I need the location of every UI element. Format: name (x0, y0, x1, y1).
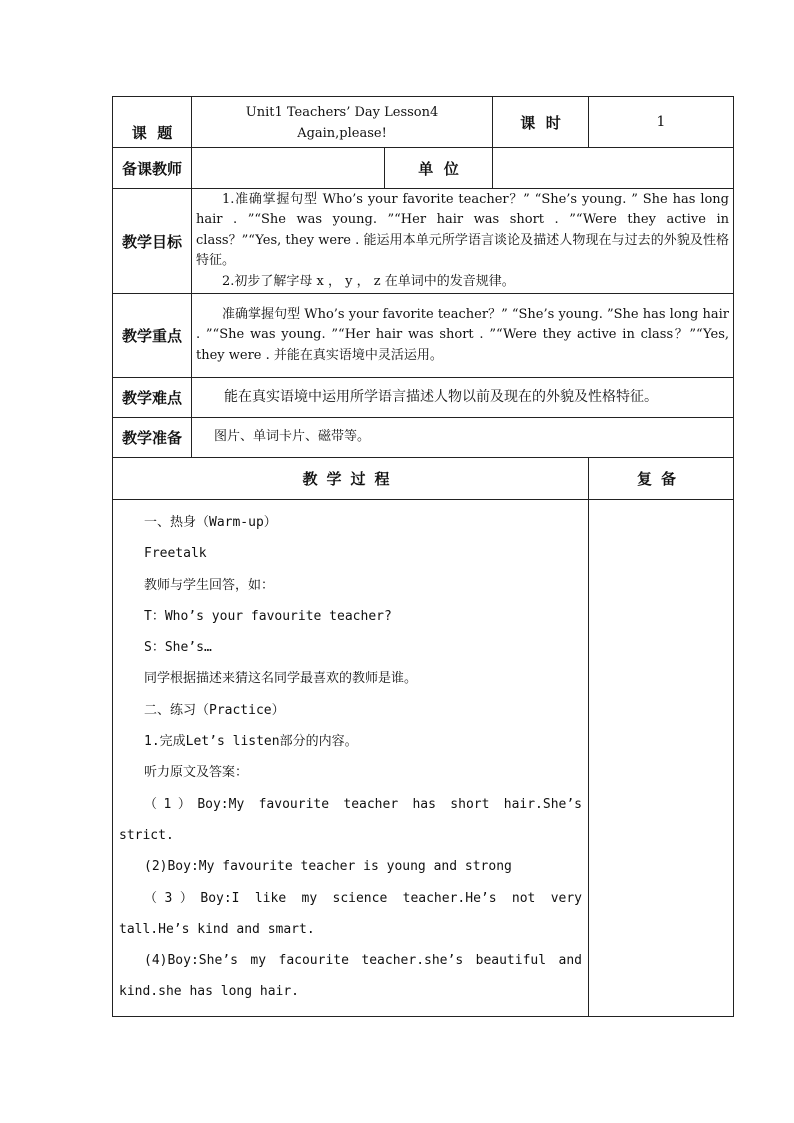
lesson-label: 课 题 (113, 97, 192, 148)
process-line: 同学根据描述来猜这名同学最喜欢的教师是谁。 (144, 671, 418, 687)
process-line: 1.完成Let’s listen部分的内容。 (144, 734, 358, 750)
teacher-value (192, 148, 385, 189)
difficulties-paragraph: 能在真实语境中运用所学语言描述人物以前及现在的外貌及性格特征。 (224, 389, 658, 406)
notes-header: 复备 (589, 458, 734, 500)
unit-label: 单 位 (385, 148, 493, 189)
process-line: T：Who’s your favourite teacher? (144, 608, 392, 624)
preparation-label: 教学准备 (113, 418, 192, 458)
objective-2: 2.初步了解字母 x ， y ， z 在单词中的发音规律。 (222, 273, 515, 289)
key-points-label: 教学重点 (113, 294, 192, 378)
difficulties-label: 教学难点 (113, 378, 192, 418)
process-line: 教师与学生回答，如： (144, 577, 275, 593)
period-value: 1 (589, 97, 734, 148)
listening-item: (2)Boy:My favourite teacher is young and strong (144, 859, 512, 875)
process-line: 一、热身（Warm-up） (144, 515, 277, 530)
objective-1: 1.准确掌握句型 Who’s your favorite teacher？” “She’s young. ” She has long hair . ”“She was young. ”“Her hair was short . ”“Were they active in class？”“Yes, they were . 能运用本单元所学语言谈论及描述人物现在与过去的外貌及性格特征。 (196, 191, 730, 269)
key-points-paragraph: 准确掌握句型 Who’s your favorite teacher？” “She’s young. ”She has long hair . ”“She was young. ”“Her hair was short . ”“Were they active in class？”“Yes, they were . 并能在真实语境中灵活运用。 (196, 306, 730, 363)
lesson-plan-table (112, 96, 734, 1017)
process-line: 听力原文及答案： (144, 765, 249, 781)
unit-value (493, 148, 734, 189)
difficulties-text (192, 378, 734, 418)
preparation-text: 图片、单词卡片、磁带等。 (192, 418, 734, 458)
objectives-label: 教学目标 (113, 189, 192, 294)
listening-item: （3）Boy:I like my science teacher.He’s not very tall.He’s kind and smart. (119, 890, 583, 937)
period-label: 课 时 (493, 97, 589, 148)
lesson-title (192, 97, 493, 148)
process-line: Freetalk (144, 546, 207, 562)
process-line: 二、练习（Practice） (144, 702, 285, 718)
process-content (113, 500, 589, 1017)
listening-item: （1）Boy:My favourite teacher has short hair.She’s strict. (119, 796, 583, 843)
notes-content (589, 500, 734, 1017)
process-line: S：She’s… (144, 640, 212, 656)
lesson-title-line1: Unit1 Teachers’ Day Lesson4 (245, 105, 439, 120)
listening-item: (4)Boy:She’s my facourite teacher.she’s beautiful and kind.she has long hair. (119, 953, 583, 1000)
objectives-text (192, 189, 734, 294)
lesson-title-line2: Again,please! (297, 126, 387, 141)
key-points-text (192, 294, 734, 378)
teacher-label: 备课教师 (113, 148, 192, 189)
process-header: 教学过程 (113, 458, 589, 500)
